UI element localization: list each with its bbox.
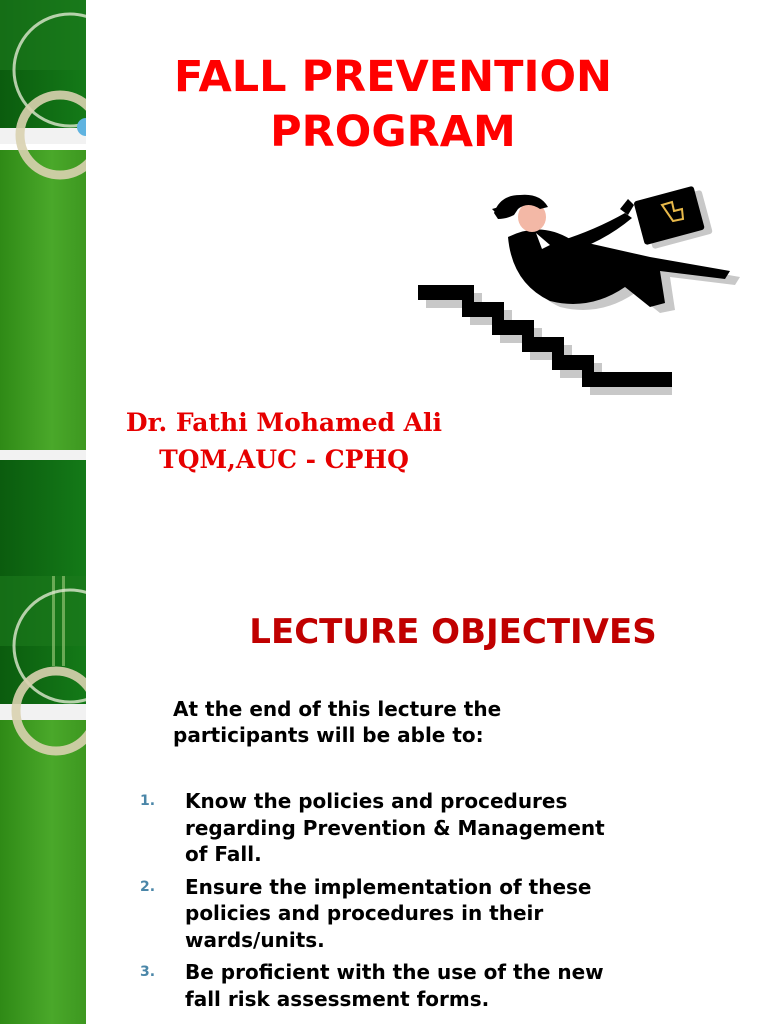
objectives-list (140, 788, 680, 1018)
intro-text (173, 696, 713, 748)
slide-objectives (0, 576, 768, 1024)
item-text (185, 788, 605, 868)
list-item (140, 874, 680, 954)
decorative-green-band (0, 576, 86, 1024)
item-text (185, 874, 591, 954)
green-band-graphic (0, 0, 86, 576)
item-text-line: Be proficient with the use of the new (185, 960, 604, 984)
list-item (140, 788, 680, 868)
item-text-line: of Fall. (185, 842, 262, 866)
item-text-line: regarding Prevention & Management (185, 815, 605, 840)
item-number: 2. (140, 878, 156, 895)
item-text-line: Know the policies and procedures (185, 789, 568, 813)
author-name: Dr. Fathi Mohamed Ali (125, 408, 443, 437)
title-line-1: FALL PREVENTION (174, 52, 612, 102)
intro-line-2: participants will be able to: (173, 723, 484, 747)
item-text-line: policies and procedures in their (185, 901, 544, 925)
falling-man-icon (410, 185, 755, 400)
item-text (185, 959, 604, 1012)
objectives-heading: LECTURE OBJECTIVES (249, 612, 657, 652)
item-text-line: Ensure the implementation of these (185, 874, 592, 899)
slide-title-heading (110, 50, 676, 160)
item-text-line: fall risk assessment forms. (185, 986, 490, 1011)
item-text-line: wards/units. (185, 927, 325, 952)
author-block (110, 404, 458, 478)
green-band-graphic (0, 576, 86, 1024)
intro-line-1: At the end of this lecture the (173, 697, 502, 721)
item-number: 3. (140, 964, 156, 980)
list-item (140, 959, 680, 1012)
title-line-2: PROGRAM (270, 107, 516, 157)
author-credentials: TQM,AUC - CPHQ (159, 445, 409, 474)
decorative-green-band (0, 0, 86, 576)
item-number: 1. (140, 793, 156, 809)
